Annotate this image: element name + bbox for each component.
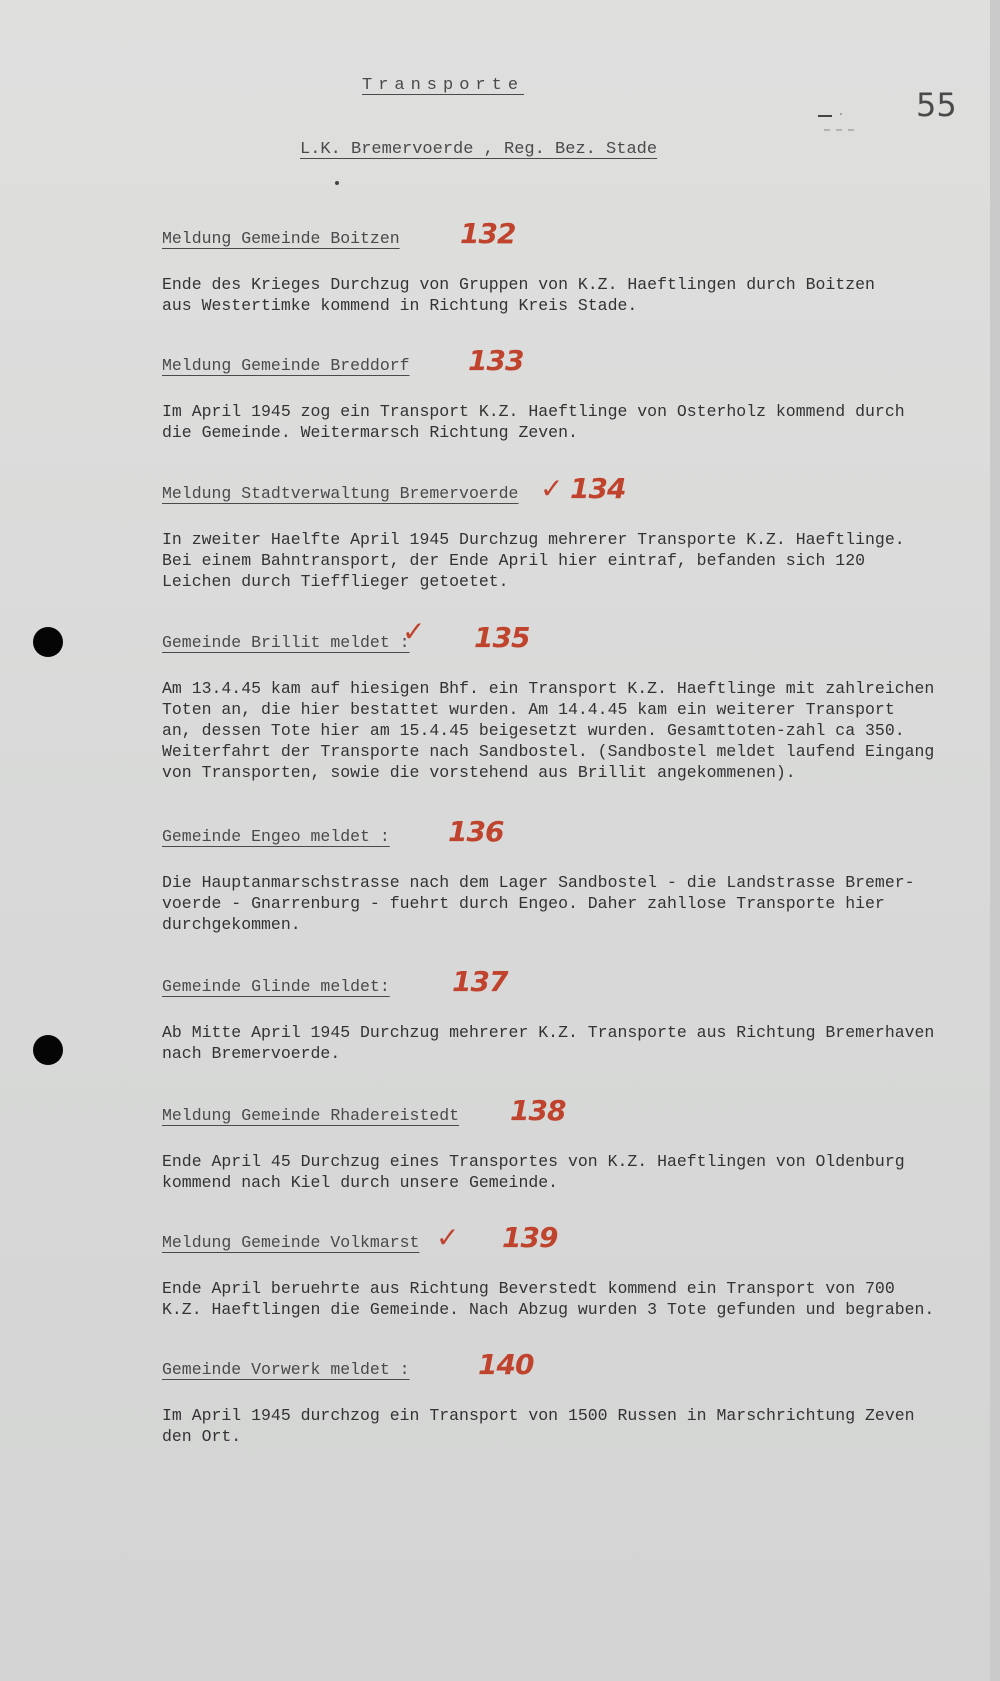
entry-135 xyxy=(162,616,982,783)
entry-number: 138 xyxy=(510,1094,566,1127)
page-number: 55 xyxy=(916,86,957,124)
entry-140 xyxy=(162,1343,982,1447)
entry-number: 137 xyxy=(452,965,508,998)
entry-text: Die Hauptanmarschstrasse nach dem Lager Sandbostel - die Landstrasse Bremer- voerde - Gnarrenburg - fuehrt durch Engeo. Daher zahllose Transporte hier durchgekommen. xyxy=(162,873,915,934)
entry-heading: Meldung Stadtverwaltung Bremervoerde xyxy=(162,484,519,503)
entry-number: 132 xyxy=(460,217,516,250)
document-subtitle: L.K. Bremervoerde , Reg. Bez. Stade xyxy=(300,140,658,159)
entry-text: Im April 1945 durchzog ein Transport von 1500 Russen in Marschrichtung Zeven den Ort. xyxy=(162,1406,915,1446)
entry-number: 136 xyxy=(448,815,504,848)
punch-hole-upper xyxy=(33,627,63,657)
entry-number: 133 xyxy=(468,344,524,377)
check-mark-icon: ✓ xyxy=(436,1221,460,1254)
entry-132 xyxy=(162,212,982,316)
entry-heading: Meldung Gemeinde Volkmarst xyxy=(162,1233,420,1252)
entry-heading: Meldung Gemeinde Breddorf xyxy=(162,356,410,375)
entry-133 xyxy=(162,339,982,443)
entry-136 xyxy=(162,810,982,935)
entry-138 xyxy=(162,1089,982,1193)
margin-marks xyxy=(818,106,898,136)
entry-text: Ende April beruehrte aus Richtung Beverstedt kommend ein Transport von 700 K.Z. Haeftlingen die Gemeinde. Nach Abzug wurden 3 Tote gefunden und begraben. xyxy=(162,1279,935,1319)
entry-heading: Meldung Gemeinde Rhadereistedt xyxy=(162,1106,460,1125)
entry-134 xyxy=(162,467,982,592)
entry-text: Im April 1945 zog ein Transport K.Z. Haeftlinge von Osterholz kommend durch die Gemeinde. Weitermarsch Richtung Zeven. xyxy=(162,402,905,442)
ink-dot xyxy=(335,181,339,185)
entry-heading: Gemeinde Engeo meldet : xyxy=(162,827,390,846)
entry-text: Ab Mitte April 1945 Durchzug mehrerer K.Z. Transporte aus Richtung Bremerhaven nach Bremervoerde. xyxy=(162,1023,935,1063)
entry-heading: Meldung Gemeinde Boitzen xyxy=(162,229,400,248)
entry-text: Am 13.4.45 kam auf hiesigen Bhf. ein Transport K.Z. Haeftlinge mit zahlreichen Toten an, die hier bestattet wurden. Am 14.4.45 kam ein weiterer Transport an, dessen Tote hier am 15.4.45 beigesetzt wurden. Gesamttoten-zahl ca 350. Weiterfahrt der Transporte nach Sandbostel. (Sandbostel meldet laufend Eingang von Transporten, sowie die vorstehend aus Brillit angekommenen). xyxy=(162,679,935,782)
check-mark-icon: ✓ xyxy=(402,615,426,648)
entry-number: 140 xyxy=(478,1348,534,1381)
document-title: Transporte xyxy=(362,76,525,95)
entry-text: Ende April 45 Durchzug eines Transportes von K.Z. Haeftlingen von Oldenburg kommend nach Kiel durch unsere Gemeinde. xyxy=(162,1152,905,1192)
entry-heading: Gemeinde Vorwerk meldet : xyxy=(162,1360,410,1379)
punch-hole-lower xyxy=(33,1035,63,1065)
entry-139 xyxy=(162,1216,982,1320)
page-edge xyxy=(990,0,1000,1681)
entry-heading: Gemeinde Brillit meldet : xyxy=(162,633,410,652)
entry-number: 135 xyxy=(474,621,530,654)
entry-number: 139 xyxy=(502,1221,558,1254)
entry-137 xyxy=(162,960,982,1064)
entry-text: In zweiter Haelfte April 1945 Durchzug mehrerer Transporte K.Z. Haeftlinge. Bei einem Bahntransport, der Ende April hier eintraf, befanden sich 120 Leichen durch Tiefflieger getoetet. xyxy=(162,530,905,591)
entry-number: 134 xyxy=(570,472,626,505)
check-mark-icon: ✓ xyxy=(540,472,564,505)
entry-heading: Gemeinde Glinde meldet: xyxy=(162,977,390,996)
entry-text: Ende des Krieges Durchzug von Gruppen von K.Z. Haeftlingen durch Boitzen aus Westertimke kommend in Richtung Kreis Stade. xyxy=(162,275,875,315)
